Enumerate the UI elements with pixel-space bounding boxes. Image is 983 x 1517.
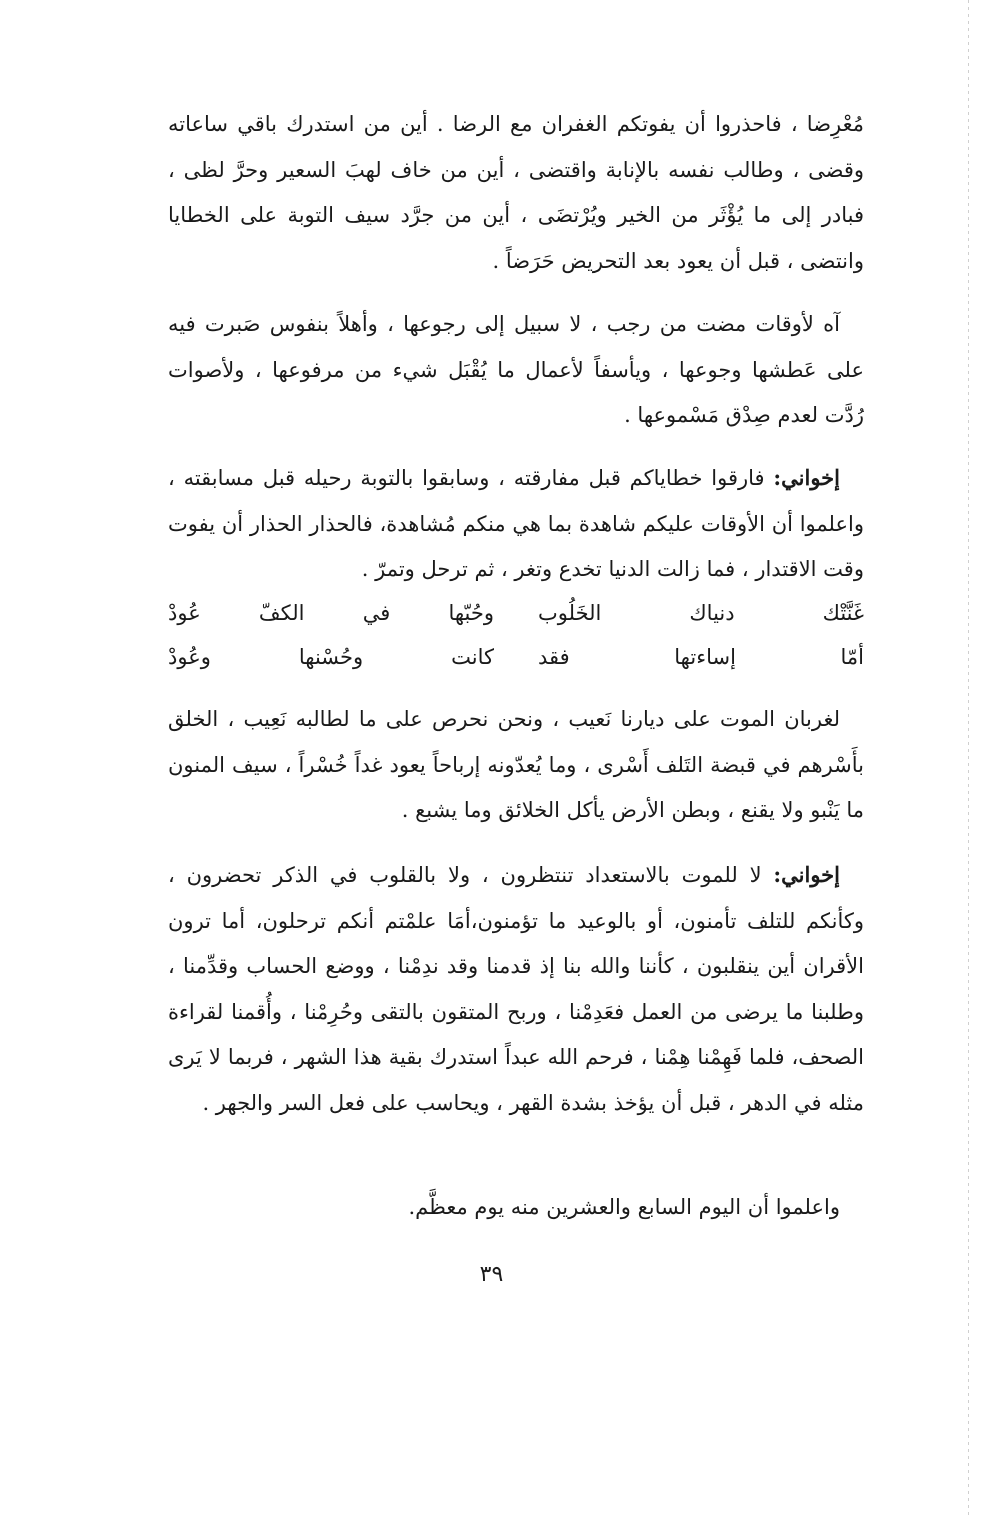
paragraph-1-text: مُعْرِضا ، فاحذروا أن يفوتكم الغفران مع الرضا . أين من استدرك باقي ساعاته وقضى ، وطالب نفسه بالإنابة واقتضى ، أين من خاف لهبَ السعير وحرَّ لظى ، فبادر إلى ما يُؤْثَر من الخير ويُرْتضَى ، أين من جرَّد سيف التوبة على الخطايا وانتضى ، قبل أن يعود بعد التحريض حَرَضاً . [168, 112, 864, 273]
paragraph-3-lead: إخواني: [773, 465, 840, 490]
page-edge-line [968, 0, 969, 1517]
text-block-1 [168, 102, 864, 284]
verse-line-2 [168, 642, 864, 686]
paragraph-3 [168, 455, 864, 593]
verse-line-2-first: أمّا إساءتها فقد [538, 645, 864, 669]
paragraph-5-text: لا للموت بالاستعداد تنتظرون ، ولا بالقلوب في الذكر تحضرون ، وكأنكم للتلف تأمنون، أو بالوعيد ما تؤمنون،أمَا علمْتم أنكم ترحلون، أما ترون الأقران أين ينقلبون ، كأننا والله بنا إذ قدمنا وقد ندِمْنا ، ووضع الحساب وقدِّمنا ، وطلبنا ما يرضى من العمل فعَدِمْنا ، وربح المتقون بالتقى وحُرِمْنا ، وأُقمنا لقراءة الصحف، فلما فَهِمْنا هِمْنا ، فرحم الله عبداً استدرك بقية هذا الشهر ، فربما لا يَرى مثله في الدهر ، قبل أن يؤخذ بشدة القهر ، ويحاسب على فعل السر والجهر . [168, 863, 864, 1115]
text-block-2 [168, 302, 864, 439]
paragraph-3-text: فارقوا خطاياكم قبل مفارقته ، وسابقوا بالتوبة رحيله قبل مسابقته ، واعلموا أن الأوقات عليكم شاهدة بما هي منكم مُشاهدة، فالحذار الحذار أن يفوت وقت الاقتدار ، فما زالت الدنيا تخدع وتغر ، ثم ترحل وتمرّ . [168, 466, 864, 581]
verse-line-1-second: وحُبّها في الكفّ عُودْ [168, 601, 494, 625]
paragraph-5 [168, 852, 864, 1126]
paragraph-6-text: واعلموا أن اليوم السابع والعشرين منه يوم معظَّم. [408, 1195, 840, 1219]
verse-line-1 [168, 598, 864, 642]
verse-block [168, 598, 864, 686]
paragraph-4-text: لغربان الموت على ديارنا نَعيب ، ونحن نحرص على ما لطالبه نَعِيب ، الخلق بأَسْرهم في قبضة التَلف أَسْرى ، وما يُعدّونه إرباحاً يعود غداً خُسْراً ، سيف المنون ما يَنْبو ولا يقنع ، وبطن الأرض يأكل الخلائق وما يشبع . [168, 707, 864, 822]
text-block-5 [168, 852, 864, 1126]
paragraph-2 [168, 302, 864, 439]
verse-line-1-first: غَنَّتْك دنياك الخَلُوب [538, 601, 864, 625]
paragraph-5-lead: إخواني: [773, 862, 840, 887]
text-block-6 [168, 1185, 864, 1231]
verse-line-2-second: كانت وحُسْنها وعُودْ [168, 645, 494, 669]
paragraph-2-text: آه لأوقات مضت من رجب ، لا سبيل إلى رجوعها ، وأهلاً بنفوس صَبرت فيه على عَطشها وجوعها ، ويأسفاً لأعمال ما يُقْبَل شيء من مرفوعها ، ولأصوات رُدَّت لعدم صِدْق مَسْموعها . [168, 312, 864, 427]
paragraph-6 [168, 1185, 864, 1231]
text-block-3 [168, 455, 864, 593]
paragraph-1 [168, 102, 864, 284]
page-number: ٣٩ [479, 1262, 504, 1287]
paragraph-4 [168, 697, 864, 834]
text-block-4 [168, 697, 864, 834]
